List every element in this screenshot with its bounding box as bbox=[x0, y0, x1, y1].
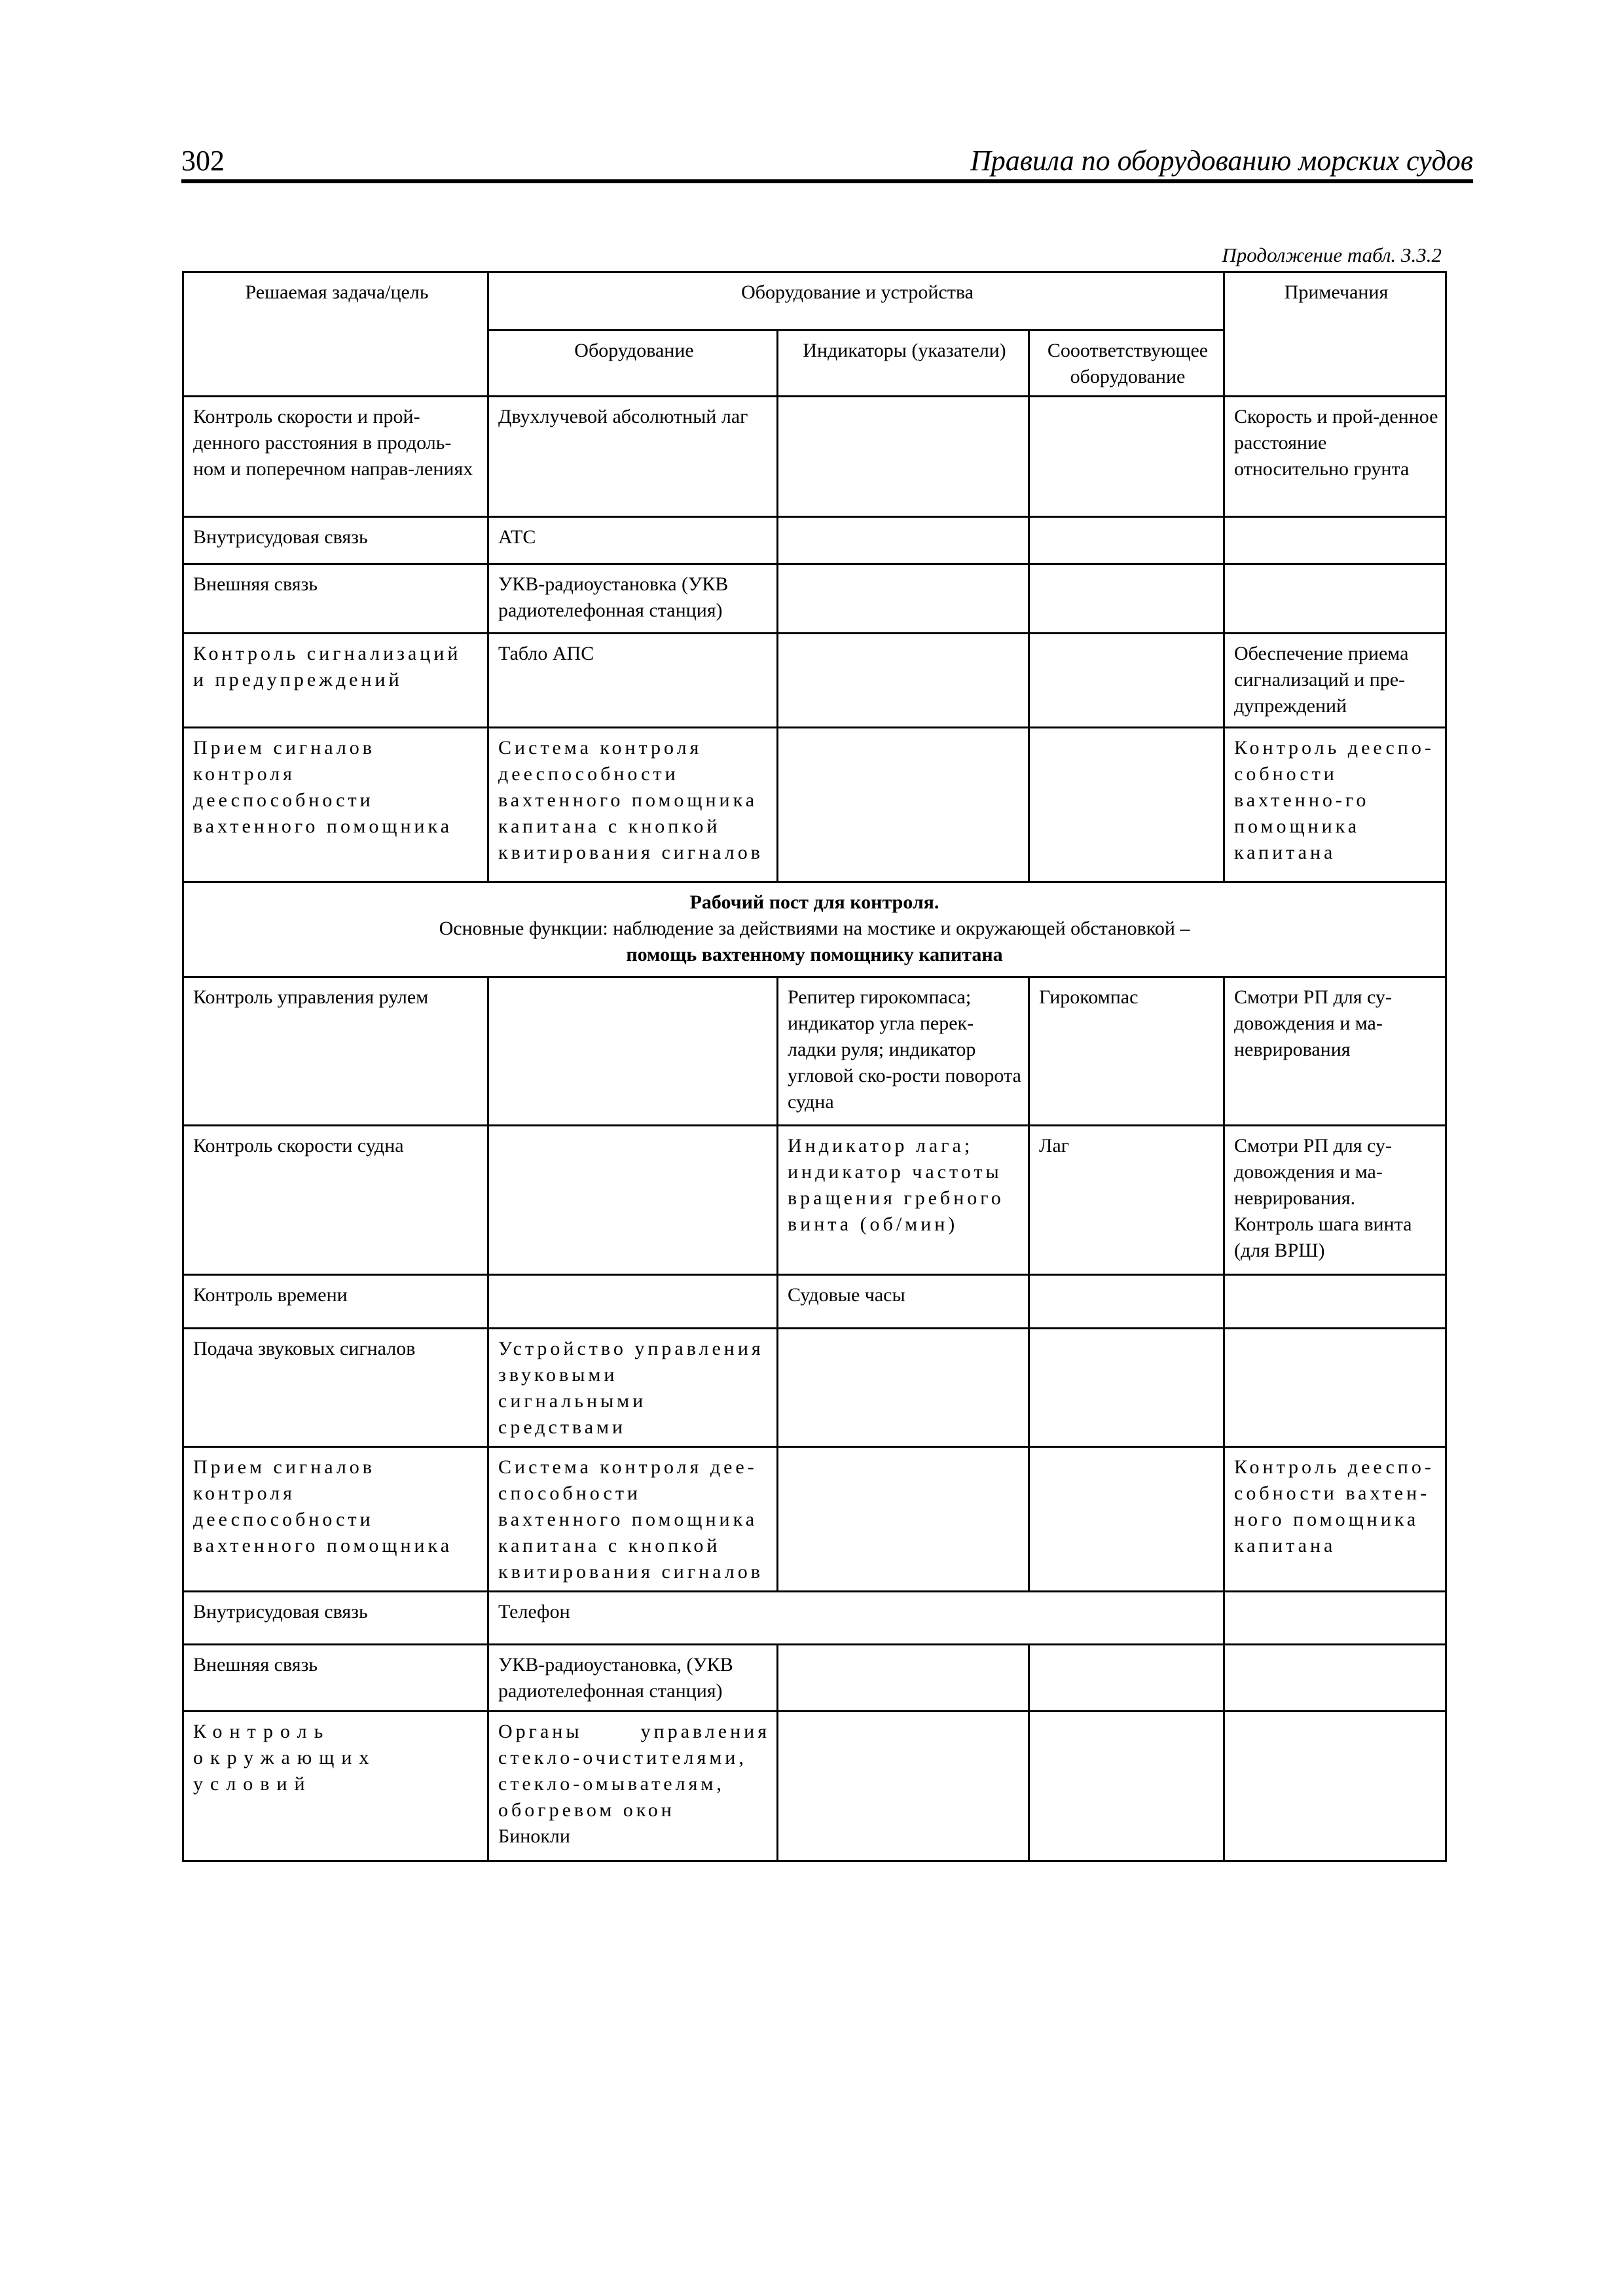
section-heading bbox=[183, 882, 1446, 977]
col-header-notes: Примечания bbox=[1224, 272, 1446, 397]
cell-notes: Смотри РП для су-довождения и ма-неврирования bbox=[1224, 977, 1446, 1126]
cell-notes bbox=[1224, 1645, 1446, 1712]
cell-indicators bbox=[778, 1645, 1029, 1712]
cell-equipment: Система контроля дее-способности вахтенного помощника капитана с кнопкой квитирования сигналов bbox=[488, 1447, 778, 1592]
cell-related bbox=[1029, 1645, 1224, 1712]
cell-related: Лаг bbox=[1029, 1126, 1224, 1275]
cell-task: Контроль управления рулем bbox=[183, 977, 488, 1126]
cell-indicators: Индикатор лага; индикатор частоты вращения гребного винта (об/мин) bbox=[778, 1126, 1029, 1275]
col-header-task: Решаемая задача/цель bbox=[183, 272, 488, 397]
cell-equipment: УКВ-радиоустановка (УКВ радиотелефонная станция) bbox=[488, 564, 778, 634]
cell-equipment-extra: Бинокли bbox=[498, 1825, 570, 1847]
section-row bbox=[183, 882, 1446, 977]
table-row bbox=[183, 634, 1446, 728]
cell-notes: Контроль дееспо-собности вахтен-ного помощника капитана bbox=[1224, 1447, 1446, 1592]
cell-related bbox=[1029, 1329, 1224, 1447]
cell-notes bbox=[1224, 1712, 1446, 1861]
cell-indicators: Репитер гирокомпаса; индикатор угла перек-ладки руля; индикатор угловой ско-рости поворота судна bbox=[778, 977, 1029, 1126]
equipment-table bbox=[182, 271, 1447, 1862]
cell-indicators bbox=[778, 564, 1029, 634]
cell-related: Гирокомпас bbox=[1029, 977, 1224, 1126]
cell-equipment: Органы управления стекло-очистителями, стекло-омывателям, обогревом окон bbox=[498, 1721, 770, 1821]
cell-related bbox=[1029, 634, 1224, 728]
cell-task: Внешняя связь bbox=[183, 564, 488, 634]
cell-notes bbox=[1224, 1329, 1446, 1447]
cell-related bbox=[1029, 728, 1224, 882]
cell-equipment bbox=[488, 1275, 778, 1329]
cell-notes bbox=[1224, 1275, 1446, 1329]
cell-indicators bbox=[778, 634, 1029, 728]
cell-equipment bbox=[488, 977, 778, 1126]
table-header-row bbox=[183, 272, 1446, 331]
cell-task: Контроль времени bbox=[183, 1275, 488, 1329]
table-row bbox=[183, 1447, 1446, 1592]
cell-notes bbox=[1224, 564, 1446, 634]
table-row bbox=[183, 1592, 1446, 1645]
cell-task: Прием сигналов контроля дееспособности вахтенного помощника bbox=[183, 1447, 488, 1592]
cell-equipment: Телефон bbox=[488, 1592, 1224, 1645]
cell-task: Внутрисудовая связь bbox=[183, 517, 488, 564]
table-row bbox=[183, 517, 1446, 564]
cell-task: Контроль окружающих условий bbox=[183, 1712, 488, 1861]
page-number: 302 bbox=[181, 145, 225, 177]
col-header-equipment-group: Оборудование и устройства bbox=[488, 272, 1224, 331]
cell-related bbox=[1029, 1447, 1224, 1592]
cell-task: Контроль сигнализаций и предупреждений bbox=[183, 634, 488, 728]
cell-notes bbox=[1224, 517, 1446, 564]
cell-related bbox=[1029, 397, 1224, 517]
cell-notes: Контроль дееспо-собности вахтенно-го помощника капитана bbox=[1224, 728, 1446, 882]
table-row bbox=[183, 728, 1446, 882]
col-header-indicators: Индикаторы (указатели) bbox=[778, 331, 1029, 397]
cell-indicators bbox=[778, 397, 1029, 517]
table-row bbox=[183, 1712, 1446, 1861]
section-line-1: Основные функции: наблюдение за действиями на мостике и окружающей обстановкой – bbox=[439, 918, 1190, 939]
table-row bbox=[183, 1645, 1446, 1712]
cell-equipment: Система контроля дееспособности вахтенного помощника капитана с кнопкой квитирования сигналов bbox=[488, 728, 778, 882]
cell-related bbox=[1029, 1275, 1224, 1329]
table-row bbox=[183, 564, 1446, 634]
cell-task: Внешняя связь bbox=[183, 1645, 488, 1712]
book-title: Правила по оборудованию морских судов bbox=[970, 145, 1473, 177]
table-row bbox=[183, 1275, 1446, 1329]
cell-notes: Скорость и прой-денное расстояние относительно грунта bbox=[1224, 397, 1446, 517]
table-row bbox=[183, 977, 1446, 1126]
cell-task: Контроль скорости и прой-денного расстояния в продоль-ном и поперечном направ-лениях bbox=[183, 397, 488, 517]
cell-indicators: Судовые часы bbox=[778, 1275, 1029, 1329]
cell-task: Прием сигналов контроля дееспособности вахтенного помощника bbox=[183, 728, 488, 882]
cell-equipment-group bbox=[488, 1712, 778, 1861]
cell-equipment: Двухлучевой абсолютный лаг bbox=[488, 397, 778, 517]
cell-equipment: АТС bbox=[488, 517, 778, 564]
cell-equipment: Табло АПС bbox=[488, 634, 778, 728]
cell-indicators bbox=[778, 517, 1029, 564]
page-header bbox=[181, 143, 1473, 183]
col-header-equipment: Оборудование bbox=[488, 331, 778, 397]
cell-notes bbox=[1224, 1592, 1446, 1645]
cell-equipment: УКВ-радиоустановка, (УКВ радиотелефонная станция) bbox=[488, 1645, 778, 1712]
cell-indicators bbox=[778, 1447, 1029, 1592]
table-row bbox=[183, 1126, 1446, 1275]
cell-indicators bbox=[778, 1329, 1029, 1447]
cell-equipment: Устройство управления звуковыми сигнальными средствами bbox=[488, 1329, 778, 1447]
cell-task: Контроль скорости судна bbox=[183, 1126, 488, 1275]
section-line-2: помощь вахтенному помощнику капитана bbox=[626, 944, 1003, 965]
cell-indicators bbox=[778, 728, 1029, 882]
cell-equipment bbox=[488, 1126, 778, 1275]
cell-notes: Обеспечение приема сигнализаций и пре-дупреждений bbox=[1224, 634, 1446, 728]
cell-task: Внутрисудовая связь bbox=[183, 1592, 488, 1645]
table-row bbox=[183, 1329, 1446, 1447]
section-title: Рабочий пост для контроля. bbox=[689, 891, 939, 913]
table-caption: Продолжение табл. 3.3.2 bbox=[1222, 243, 1442, 266]
cell-related bbox=[1029, 517, 1224, 564]
cell-notes: Смотри РП для су-довождения и ма-неврирования. Контроль шага винта (для ВРШ) bbox=[1224, 1126, 1446, 1275]
cell-related bbox=[1029, 1712, 1224, 1861]
col-header-related: Сооответствующее оборудование bbox=[1029, 331, 1224, 397]
cell-related bbox=[1029, 564, 1224, 634]
cell-indicators bbox=[778, 1712, 1029, 1861]
cell-task: Подача звуковых сигналов bbox=[183, 1329, 488, 1447]
table-row bbox=[183, 397, 1446, 517]
